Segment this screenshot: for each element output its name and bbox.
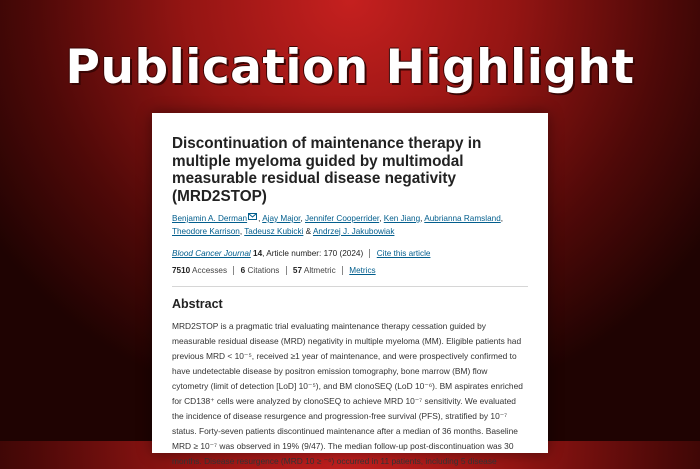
- altmetric-count: 57: [292, 266, 303, 275]
- metrics-link[interactable]: Metrics: [349, 266, 376, 275]
- abstract-line: for CD138⁺ cells were analyzed by clonoSEQ to achieve MRD 10⁻⁷ sensitivity. We evaluated: [172, 396, 516, 406]
- author-separator: ,: [379, 214, 384, 223]
- journal-link[interactable]: Blood Cancer Journal: [172, 249, 251, 258]
- author-link[interactable]: Aubrianna Ramsland: [424, 214, 501, 223]
- banner-title: Publication Highlight: [65, 40, 635, 95]
- abstract-line: the incidence of disease resurgence and progression-free survival (PFS), stratified by 10⁻⁷: [172, 411, 508, 421]
- divider: [233, 266, 234, 275]
- abstract-line: MRD ≥ 10⁻⁷ was observed in 19% (9/47). The median follow-up post-discontinuation was 30: [172, 441, 514, 451]
- metrics-bar: [172, 265, 528, 287]
- author-separator: ,: [420, 214, 425, 223]
- author-separator: ,: [258, 214, 263, 223]
- abstract-line: have undetectable disease by positron emission tomography, bone marrow (BM) flow: [172, 366, 488, 376]
- cite-link[interactable]: Cite this article: [376, 249, 431, 258]
- citations-count: 6: [240, 266, 246, 275]
- author-link[interactable]: Ajay Major: [262, 214, 301, 223]
- abstract-line: MRD2STOP is a pragmatic trial evaluating maintenance therapy cessation guided by: [172, 321, 486, 331]
- journal-line: [172, 248, 528, 259]
- abstract-text: [172, 319, 528, 469]
- abstract-line: measurable residual disease (MRD) negativity in multiple myeloma (MM). Eligible patients had: [172, 336, 522, 346]
- author-separator: ,: [239, 226, 245, 236]
- citations-label: Citations: [247, 266, 280, 275]
- author-link[interactable]: Benjamin A. Derman: [172, 214, 248, 223]
- article-info: , Article number: 170 (2024): [262, 249, 364, 258]
- author-link[interactable]: Theodore Karrison: [172, 226, 240, 236]
- author-link[interactable]: Jennifer Cooperrider: [305, 214, 380, 223]
- author-separator: ,: [500, 214, 504, 223]
- author-separator: &: [303, 226, 313, 236]
- abstract-line: status. Forty-seven patients discontinued maintenance after a median of 36 months. Baseline: [172, 426, 518, 436]
- abstract-line: months. Disease resurgence (MRD 10 ≥ ⁻⁶) occurred in 11 patients, including 5 disease: [172, 456, 497, 466]
- author-link[interactable]: Tadeusz Kubicki: [244, 226, 304, 236]
- article-title: Discontinuation of maintenance therapy in multiple myeloma guided by multimodal measurable residual disease negativity (MRD2STOP): [172, 135, 482, 205]
- accesses-count: 7510: [172, 266, 191, 275]
- divider: [369, 249, 370, 258]
- abstract-heading: Abstract: [172, 297, 223, 311]
- volume: 14: [253, 249, 263, 258]
- abstract-line: cytometry (limit of detection [LoD] 10⁻⁵), and BM clonoSEQ (LoD 10⁻⁶). BM aspirates enriched: [172, 381, 523, 391]
- divider: [342, 266, 343, 275]
- altmetric-label: Altmetric: [303, 266, 336, 275]
- author-link[interactable]: Andrzej J. Jakubowiak: [312, 226, 395, 236]
- article-card: [152, 113, 548, 466]
- mail-icon[interactable]: [248, 213, 257, 220]
- abstract-line: previous MRD < 10⁻⁵, received ≥1 year of maintenance, and were prospectively confirmed to: [172, 351, 517, 361]
- author-list: [172, 213, 528, 238]
- accesses-label: Accesses: [192, 266, 228, 275]
- author-separator: ,: [300, 214, 305, 223]
- author-link[interactable]: Ken Jiang: [383, 214, 421, 223]
- divider: [286, 266, 287, 275]
